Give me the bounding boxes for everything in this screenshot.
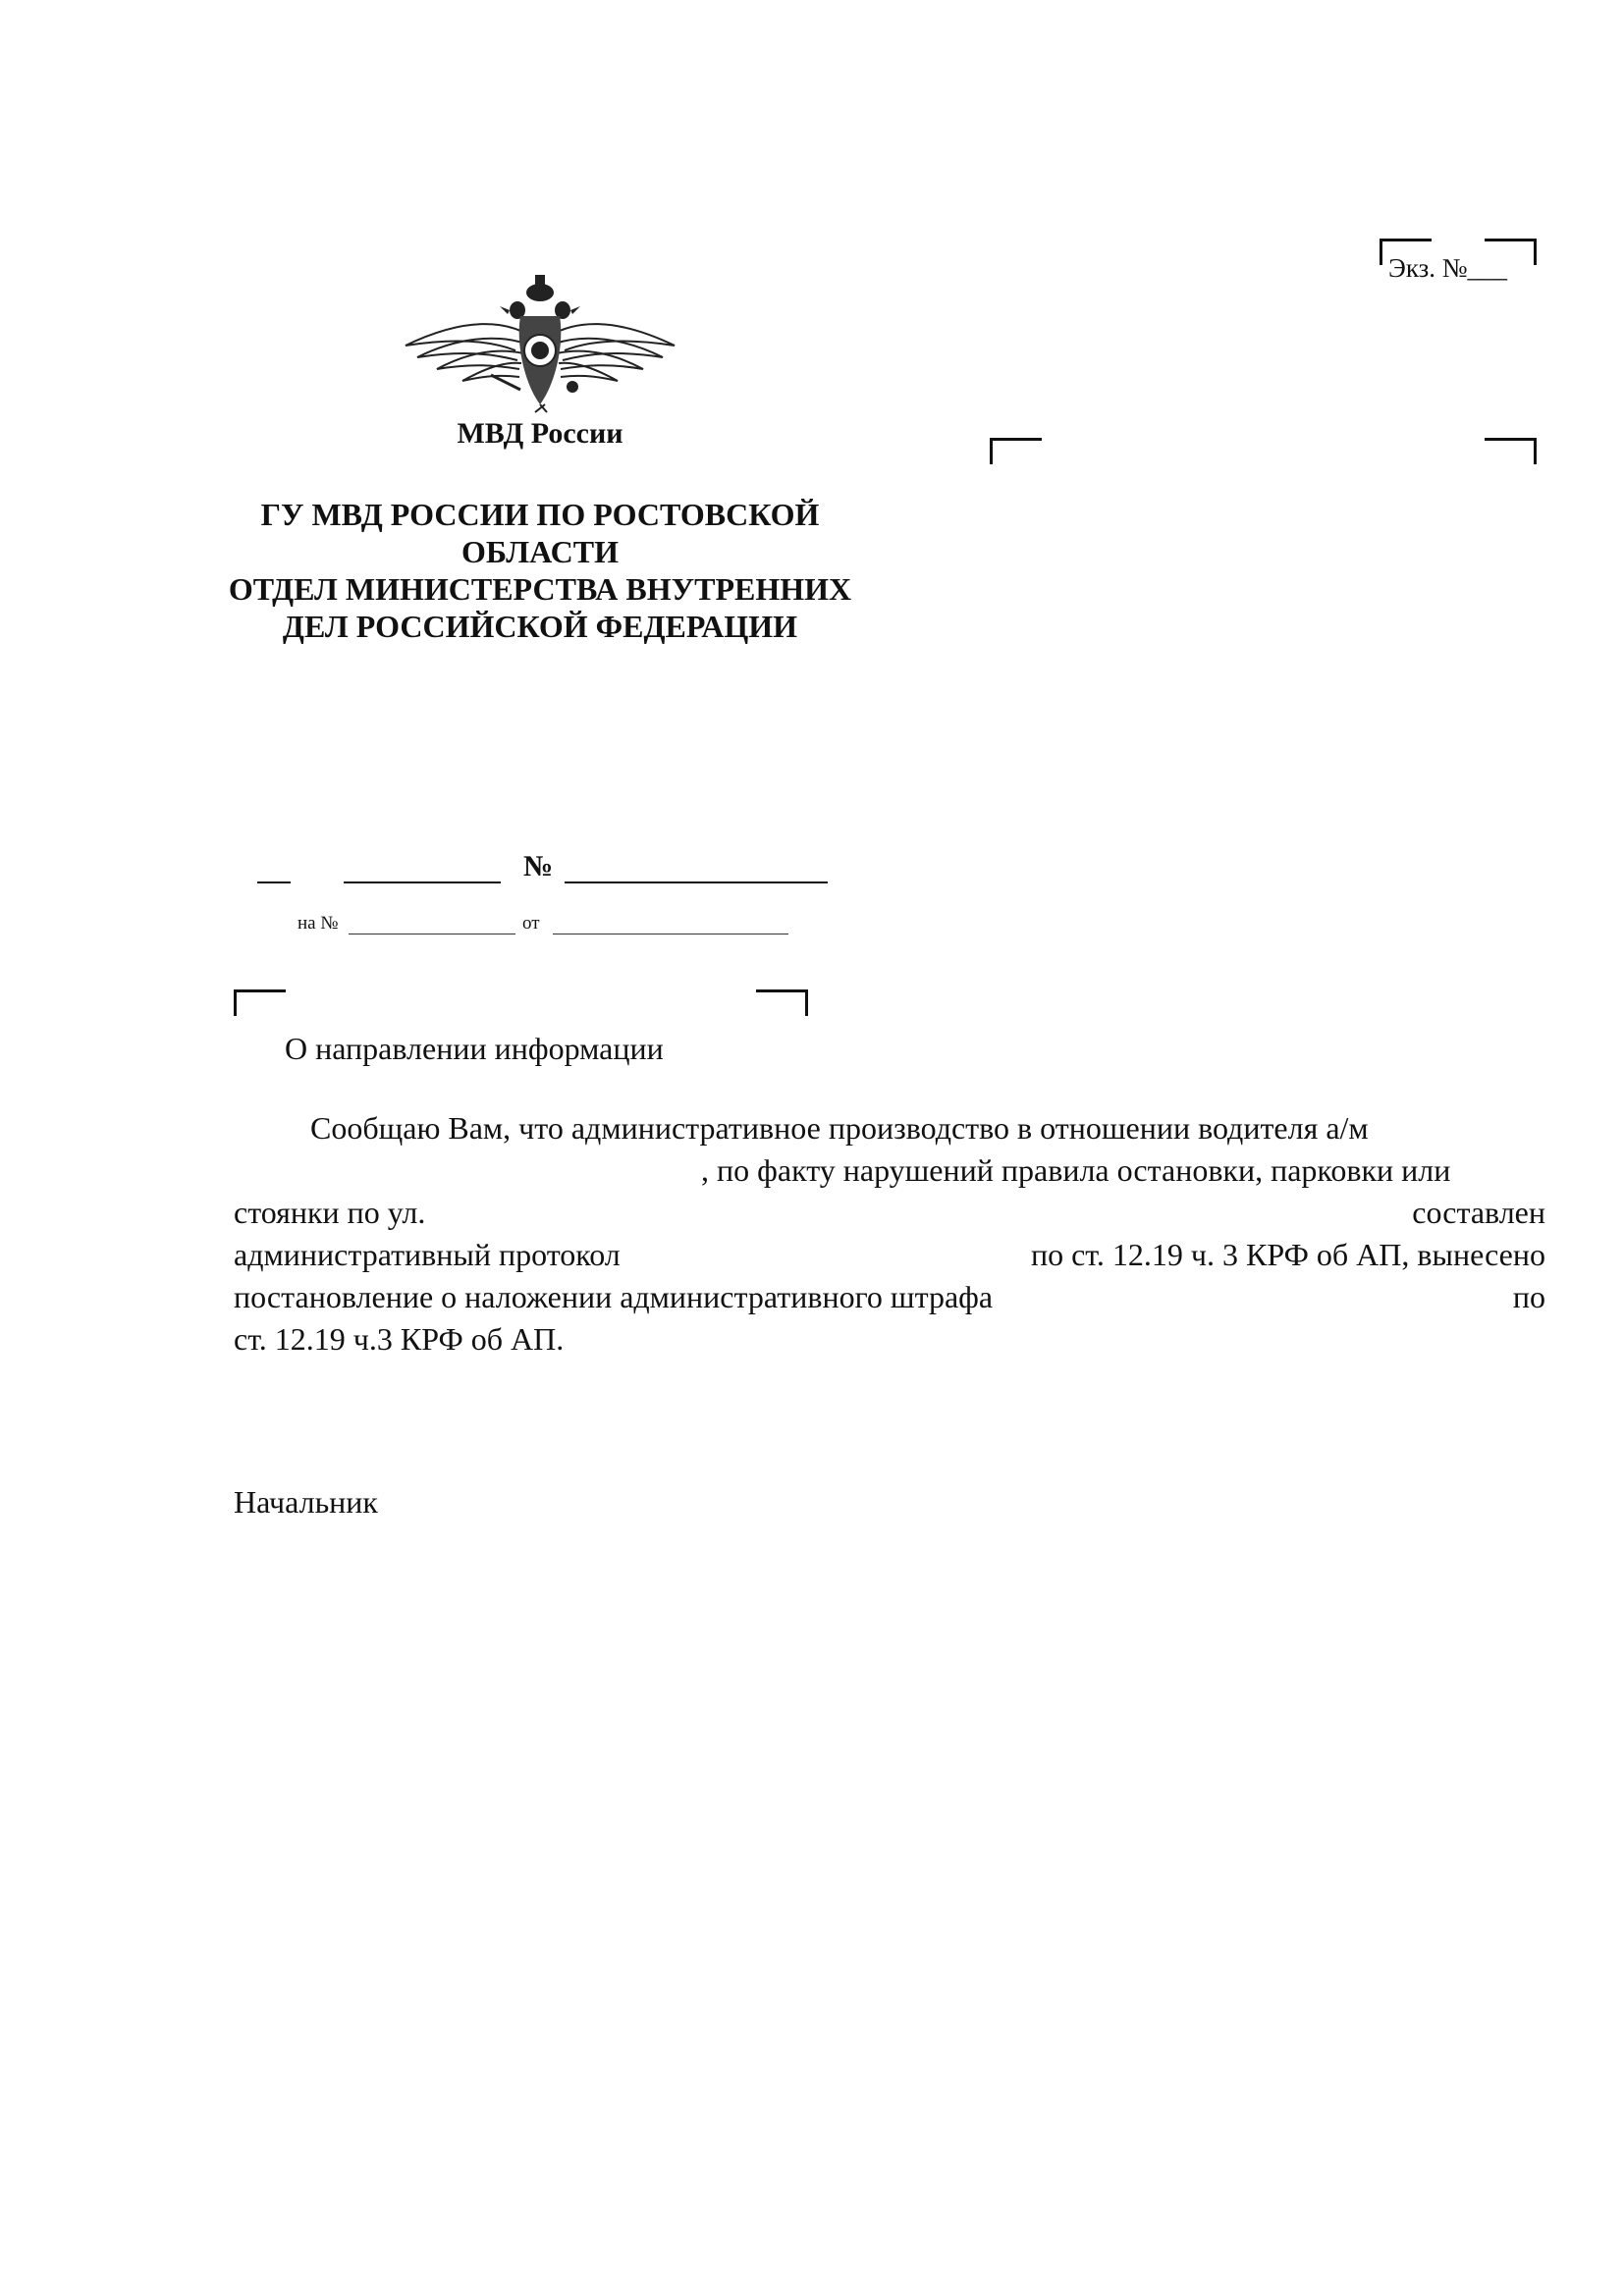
body-line (234, 1192, 1545, 1234)
ministry-name: МВД России (457, 417, 623, 450)
subject-bracket-left (234, 989, 286, 1016)
body-text: постановление о наложении административного штрафа (234, 1279, 994, 1314)
org-line: ОТДЕЛ МИНИСТЕРСТВА ВНУТРЕННИХ (228, 571, 852, 607)
copy-number-label: Экз. №___ (1388, 253, 1508, 283)
letter-body (234, 1107, 1545, 1361)
reference-date-label: от (522, 913, 540, 934)
organization-header (187, 496, 893, 645)
org-line: ГУ МВД РОССИИ ПО РОСТОВСКОЙ (260, 497, 820, 532)
body-text: составлен (1412, 1195, 1545, 1230)
subject-bracket-right (756, 989, 808, 1016)
body-text: по ст. 12.19 ч. 3 КРФ об АП, вынесено (1030, 1237, 1545, 1272)
addressee-bracket-left (990, 438, 1042, 464)
reference-number-label: на № (298, 913, 339, 934)
body-line (234, 1234, 1545, 1276)
double-headed-eagle-emblem-icon (398, 267, 682, 414)
body-line (234, 1276, 1545, 1318)
body-text: Сообщаю Вам, что административное производство в отношении водителя а/м (310, 1110, 1369, 1146)
date-line (344, 881, 501, 883)
date-day-line (257, 881, 291, 883)
number-line (565, 881, 828, 883)
signature-title: Начальник (234, 1484, 378, 1520)
body-text: стоянки по ул. (234, 1195, 426, 1230)
body-text: ст. 12.19 ч.3 КРФ об АП. (234, 1321, 565, 1357)
org-line: ДЕЛ РОССИЙСКОЙ ФЕДЕРАЦИИ (282, 609, 798, 644)
number-sign: № (523, 850, 554, 882)
letter-subject: О направлении информации (285, 1031, 664, 1066)
body-text: , по факту нарушений правила остановки, парковки или (701, 1152, 1451, 1188)
org-line: ОБЛАСТИ (461, 534, 619, 569)
body-line (234, 1149, 1545, 1192)
addressee-bracket-right (1485, 438, 1537, 464)
body-line (234, 1107, 1545, 1149)
body-text: административный протокол (234, 1237, 621, 1272)
body-text: по (1512, 1279, 1545, 1314)
body-line (234, 1318, 1545, 1361)
